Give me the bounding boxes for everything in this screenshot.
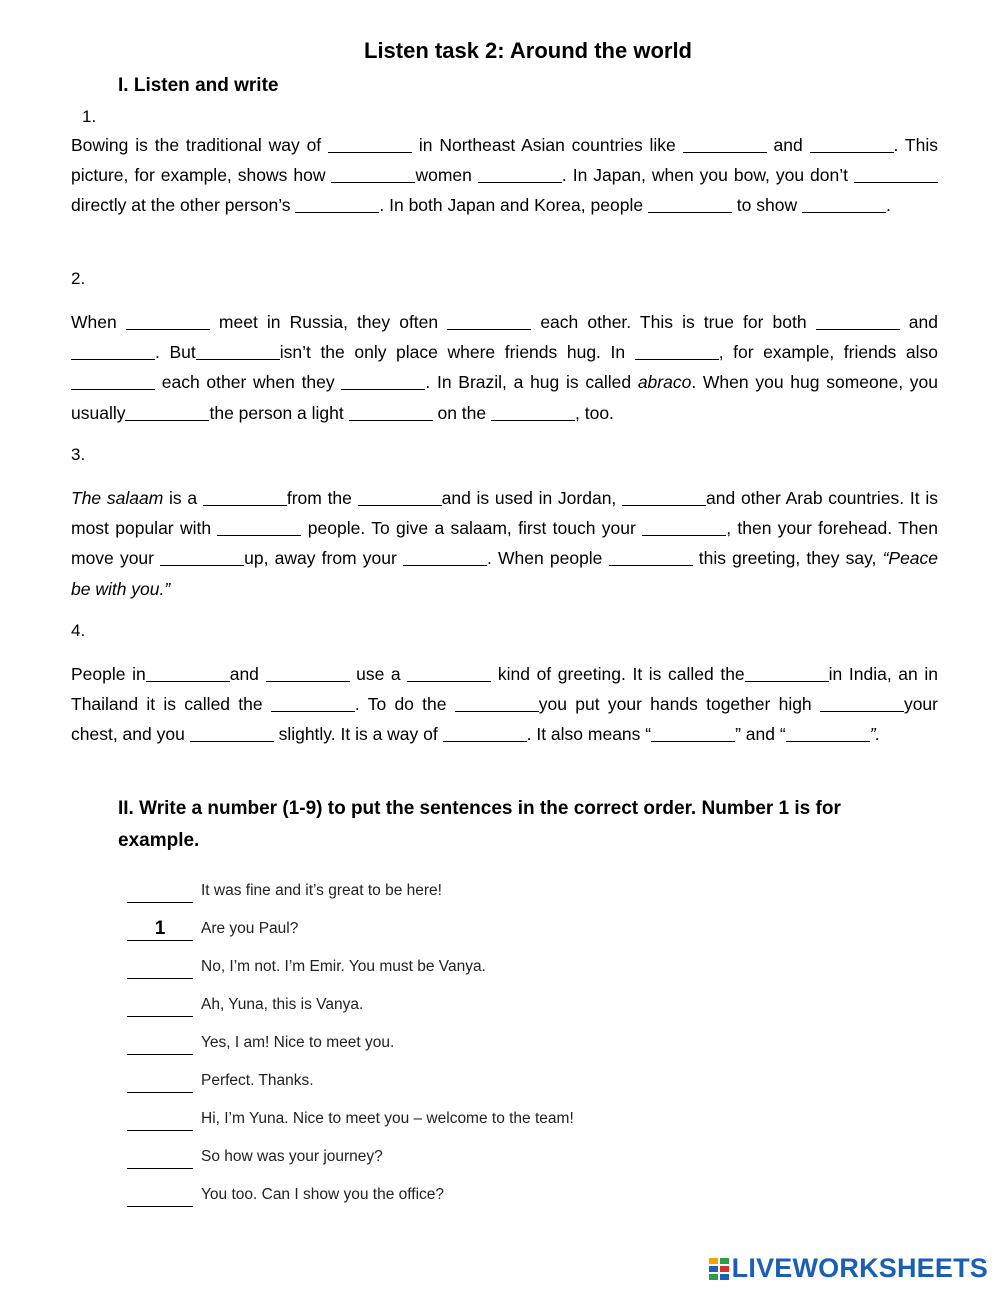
blank-input[interactable] (491, 402, 575, 421)
sentence-text: No, I’m not. I’m Emir. You must be Vanya. (201, 958, 486, 975)
ordering-list (127, 872, 727, 1214)
question-1-number: 1. (82, 107, 97, 126)
list-item (127, 1024, 727, 1062)
logo-text: LIVEWORKSHEETS (731, 1253, 988, 1283)
blank-input[interactable] (802, 195, 886, 214)
order-number-input[interactable] (127, 994, 193, 1017)
list-item (127, 986, 727, 1024)
list-item (127, 948, 727, 986)
blank-input[interactable] (358, 488, 442, 507)
list-item (127, 872, 727, 910)
blank-input[interactable] (447, 312, 531, 331)
blank-input[interactable] (403, 548, 487, 567)
blank-input[interactable] (407, 664, 491, 683)
blank-input[interactable] (642, 518, 726, 537)
sentence-text: You too. Can I show you the office? (201, 1186, 445, 1203)
sentence-text: Yes, I am! Nice to meet you. (201, 1034, 395, 1051)
list-item (127, 1062, 727, 1100)
order-number-input[interactable] (127, 1184, 193, 1207)
blank-input[interactable] (328, 135, 412, 154)
blank-input[interactable] (196, 342, 280, 361)
blank-input[interactable] (126, 312, 210, 331)
list-item (127, 1176, 727, 1214)
list-item (127, 910, 727, 948)
blank-input[interactable] (478, 165, 562, 184)
blank-input[interactable] (341, 372, 425, 391)
blank-input[interactable] (820, 694, 904, 713)
sentence-text: Ah, Yuna, this is Vanya. (201, 996, 364, 1013)
order-number-input[interactable] (127, 1032, 193, 1055)
blank-input[interactable] (266, 664, 350, 683)
blank-input[interactable] (648, 195, 732, 214)
blank-input[interactable] (146, 664, 230, 683)
question-2-paragraph: When meet in Russia, they often each other. This is true for both and . But isn’t the only place where friends hug. In , for example, friends also each other when they . In Brazil, a hug is called abraco. When you hug someone, you usually the person a light on the , too. (71, 312, 939, 423)
section1-heading: I. Listen and write (118, 75, 279, 96)
blank-input[interactable] (125, 402, 209, 421)
blank-input[interactable] (203, 488, 287, 507)
blank-input[interactable] (190, 724, 274, 743)
order-number-input[interactable] (127, 1070, 193, 1093)
question-3-number: 3. (71, 445, 86, 464)
blank-input[interactable] (816, 312, 900, 331)
blank-input[interactable] (71, 342, 155, 361)
liveworksheets-logo (709, 1253, 988, 1284)
blank-input[interactable] (271, 694, 355, 713)
blank-input[interactable] (609, 548, 693, 567)
order-number-input[interactable] (127, 880, 193, 903)
blank-input[interactable] (217, 518, 301, 537)
liveworksheets-logo-icon (709, 1258, 729, 1280)
blank-input[interactable] (683, 135, 767, 154)
sentence-text: It was fine and it’s great to be here! (201, 882, 442, 899)
blank-input[interactable] (745, 664, 829, 683)
question-3-paragraph: The salaam is a from the and is used in Jordan, and other Arab countries. It is most popular with people. To give a salaam, first touch your , then your forehead. Then move your up, away from your . When people this greeting, they say, “Peace be with you.” (71, 488, 939, 599)
sentence-text: Perfect. Thanks. (201, 1072, 314, 1089)
question-4-paragraph: People in and use a kind of greeting. It is called the in India, an in Thailand it is called the . To do the you put your hands together high your chest, and you slightly. It is a way of . It also means “ ” and “ ”. (71, 664, 938, 745)
blank-input[interactable] (295, 195, 379, 214)
blank-input[interactable] (854, 165, 938, 184)
blank-input[interactable] (349, 402, 433, 421)
blank-input[interactable] (331, 165, 415, 184)
blank-input[interactable] (810, 135, 894, 154)
order-number-input[interactable] (127, 956, 193, 979)
blank-input[interactable] (651, 724, 735, 743)
question-4-number: 4. (71, 621, 86, 640)
question-2-number: 2. (71, 269, 86, 288)
order-number-input[interactable] (127, 1146, 193, 1169)
sentence-text: Are you Paul? (201, 920, 299, 937)
sentence-text: So how was your journey? (201, 1148, 383, 1165)
order-number-input[interactable] (127, 1108, 193, 1131)
question-1-paragraph: Bowing is the traditional way of in Northeast Asian countries like and . This picture, for example, shows how women . In Japan, when you bow, you don’t directly at the other person’s . In both Japan and Korea, people to show . (71, 135, 938, 216)
order-number-input[interactable]: 1 (127, 918, 193, 941)
section2-heading: II. Write a number (1-9) to put the sentences in the correct order. Number 1 is for example. (118, 798, 841, 851)
sentence-text: Hi, I’m Yuna. Nice to meet you – welcome to the team! (201, 1110, 574, 1127)
blank-input[interactable] (160, 548, 244, 567)
blank-input[interactable] (443, 724, 527, 743)
page-title: Listen task 2: Around the world (364, 38, 692, 63)
blank-input[interactable] (455, 694, 539, 713)
blank-input[interactable] (71, 372, 155, 391)
blank-input[interactable] (635, 342, 719, 361)
list-item (127, 1100, 727, 1138)
list-item (127, 1138, 727, 1176)
blank-input[interactable] (786, 724, 870, 743)
blank-input[interactable] (622, 488, 706, 507)
